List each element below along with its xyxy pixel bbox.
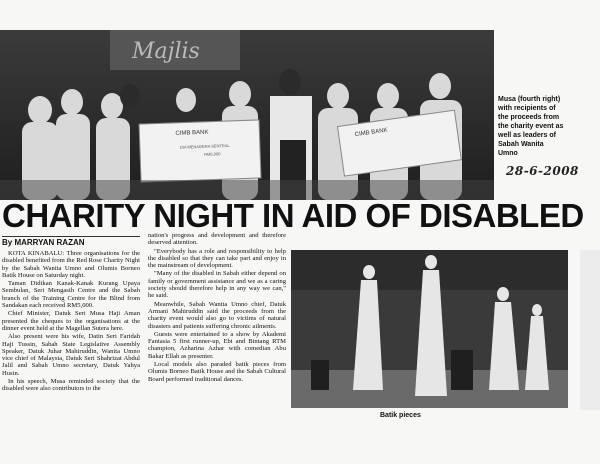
cheque-left-payee: DIA MENAGERA SENTRAL [179,142,230,150]
cheque-presentation-image [0,30,494,200]
byline-rule [2,236,140,237]
backdrop-banner-text: Majlis [132,39,200,64]
article-paragraph: "Everybody has a role and responsibility to help the disabled so that they can take part and enjoy in the mainstream of development. [148,247,286,270]
cheque-left-bank: CIMB BANK [175,129,209,137]
article-paragraph: In his speech, Musa reminded society that the disabled were also contributors to the [2,378,140,393]
caption-line: well as leaders of [498,132,556,139]
article-column-1 [2,250,140,462]
article-paragraph: Guests were entertained to a show by Akademi Fantasia 5 first runner-up, Ebi and Bintang RTM champion, Azharina Azhar with comedian Abu Bakar Ellah as presenter. [148,330,286,360]
article-column-2 [148,232,286,462]
article-paragraph: Also present were his wife, Datin Seri Faridah Haji Tussin, Sabah State Legislative Assembly Speaker, Datuk Juhar Mahiruddin, Wanita Umno vice chief of Malaysia, Datuk Seri Shahrizat Abdul Jalil and Sabah Umno secretary, Datuk Yahya Husin. [2,333,140,377]
caption-line: the charity event as [498,123,564,130]
handwritten-date: 28-6-2008 [506,164,579,178]
batik-photo-caption: Batik pieces [380,412,421,419]
caption-line: Umno [498,150,518,157]
page-edge [580,250,600,410]
caption-line: Sabah Wanita [498,141,544,148]
caption-line: with recipients of [498,105,556,112]
cheque-right-bank: CIMB BANK [354,127,389,139]
article-paragraph: Local models also paraded batik pieces from Olumis Borneo Batik House and the Sabah Cultural Board performed traditional dances. [148,361,286,383]
cheque-left-amount: RM5,000 [204,151,221,157]
byline: By MARRYAN RAZAN [2,238,85,247]
fashion-show-image [291,250,568,408]
headline: CHARITY NIGHT IN AID OF DISABLED [2,197,584,234]
article-paragraph: Chief Minister, Datuk Seri Musa Haji Aman presented the cheques to the organisations at the dinner event held at the Magellan Sutera here. [2,310,140,332]
caption-line: Musa (fourth right) [498,96,561,103]
article-paragraph: nation's progress and development and therefore deserved attention. [148,232,286,247]
top-photo-caption [498,95,598,158]
caption-line: the proceeds from [498,114,560,121]
article-paragraph: KOTA KINABALU: Three organisations for the disabled benefited from the Red Rose Charity Night by the Sabah Wanita Umno and Olumis Borneo Batik House on Saturday night. [2,250,140,279]
article-paragraph: Meanwhile, Sabah Wanita Umno chief, Datuk Armani Mahiruddin said the proceeds from the charity event would also go to victims of natural disasters and patients suffering chronic ailments. [148,300,286,330]
batik-photo [291,250,568,408]
article-paragraph: Taman Didikan Kanak-Kanak Kurang Upaya Sembulan, Seri Mengasih Centre and the Sabah branch of the Training Centre for the Blind from Sandakan each received RM5,000. [2,280,140,310]
top-photo [0,30,494,200]
article-paragraph: "Many of the disabled in Sabah either depend on family or government assistance and we as a caring society should therefore help in any way we can," he said. [148,270,286,300]
